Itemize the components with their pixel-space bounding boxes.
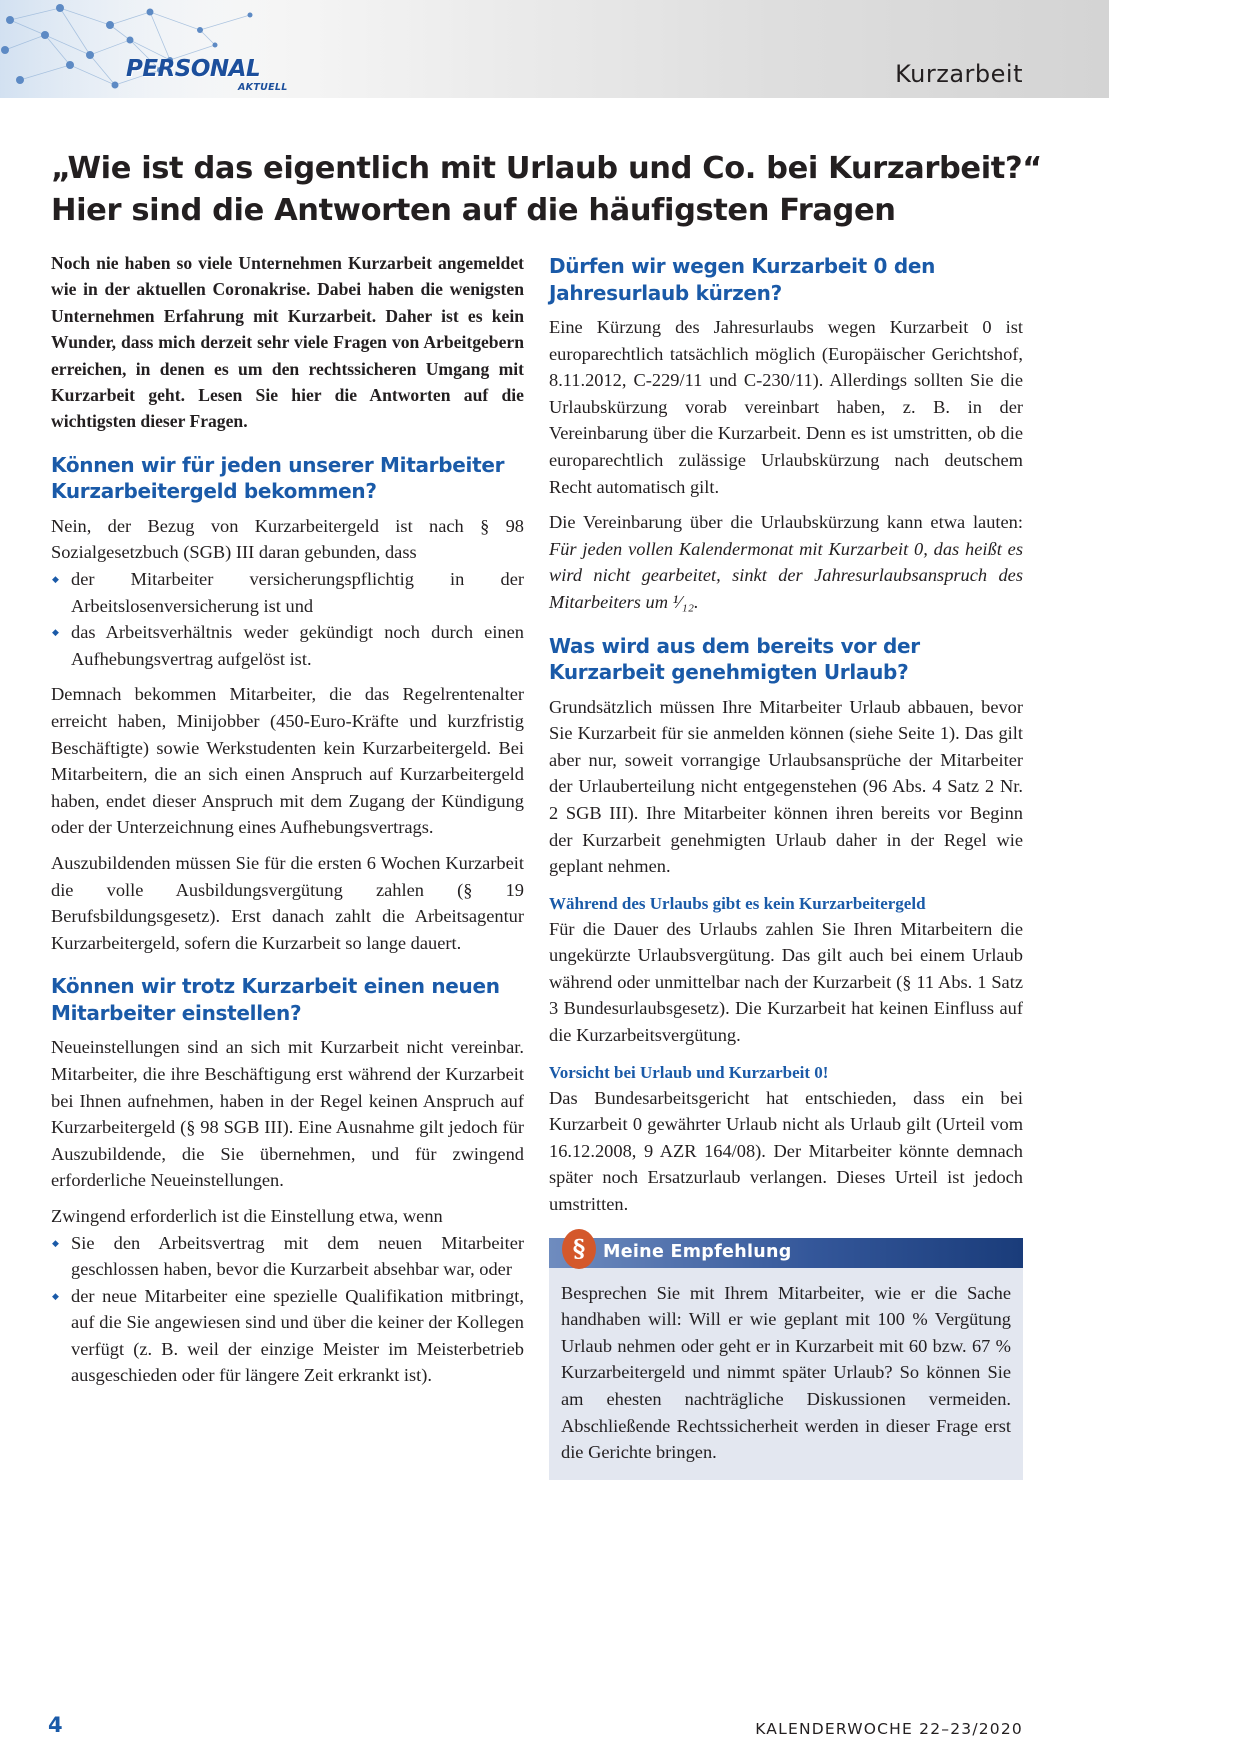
page-number: 4 [48, 1713, 63, 1737]
list-item: ◆ der neue Mitarbeiter eine spezielle Qualifikation mitbringt, auf die Sie angewiesen sind und über die keiner der Kollegen verfügt (z. B. weil der einzige Meister im Meisterbetrieb ausgeschieden oder für längere Zeit erkrankt ist). [51, 1283, 524, 1389]
answer-paragraph: Demnach bekommen Mitarbeiter, die das Regelrentenalter erreicht haben, Minijobber (450-Euro-Kräfte und kurzfristig Beschäftigte) sowie Werkstudenten kein Kurzarbeitergeld. Bei Mitarbeitern, die an sich einen Anspruch auf Kurzarbeitergeld haben, endet dieser Anspruch mit dem Zugang der Kündigung oder der Unterzeichnung eines Aufhebungsvertrags. [51, 684, 524, 838]
logo-subtitle: AKTUELL [238, 82, 288, 93]
recommendation-text: Besprechen Sie mit Ihrem Mitarbeiter, wie er die Sache handhaben will: Will er wie geplant mit 100 % Vergütung Urlaub nehmen oder geht er in Kurzarbeit mit 60 bzw. 67 % Kurzarbeitergeld und nimmt später Urlaub? So können Sie am ehesten nachträgliche Diskussionen vermeiden. Abschließende Rechtssicherheit werden in dieser Frage erst die Gerichte bringen. [561, 1282, 1011, 1463]
question-heading-4: Was wird aus dem bereits vor der Kurzarbeit genehmigten Urlaub? [549, 633, 920, 685]
recommendation-header [549, 1233, 1023, 1268]
bullet-list [51, 1230, 524, 1390]
article-title [51, 148, 1051, 232]
subheading: Während des Urlaubs gibt es kein Kurzarbeitergeld [549, 893, 926, 913]
paragraph-sign-icon: § [562, 1229, 596, 1269]
header-bar [0, 0, 1109, 98]
question-heading-3: Dürfen wir wegen Kurzarbeit 0 den Jahresurlaub kürzen? [549, 254, 936, 305]
left-column [51, 250, 524, 1389]
list-item: ◆ das Arbeitsverhältnis weder gekündigt noch durch einen Aufhebungsvertrag aufgelöst ist. [51, 619, 524, 672]
question-heading-2: Können wir trotz Kurzarbeit einen neuen Mitarbeiter einstellen? [51, 974, 500, 1025]
bullet-list [51, 566, 524, 672]
list-item: ◆ der Mitarbeiter versicherungspflichtig in der Arbeitslosenversicherung ist und [51, 566, 524, 619]
answer-paragraph: Auszubildenden müssen Sie für die ersten 6 Wochen Kurzarbeit die volle Ausbildungsvergütung zahlen (§ 19 Berufsbildungsgesetz). Erst danach zahlt die Arbeitsagentur Kurzarbeitergeld, sofern die Kurzarbeit so lange dauert. [51, 852, 524, 953]
logo-title: PERSONAL [126, 56, 261, 82]
answer-paragraph: Neueinstellungen sind an sich mit Kurzarbeit nicht vereinbar. Mitarbeiter, die ihre Beschäftigung erst während der Kurzarbeit bei Ihnen aufnehmen, haben in der Regel keinen Anspruch auf Kurzarbeitergeld (§ 98 SGB III). Eine Ausnahme gilt jedoch für Auszubildende, die Sie übernehmen, und für zwingend erforderliche Neueinstellungen. [51, 1037, 524, 1191]
question-heading-1: Können wir für jeden unserer Mitarbeiter Kurzarbeitergeld bekommen? [51, 452, 505, 504]
example-clause: Für jeden vollen Kalendermonat mit Kurzarbeit 0, das heißt es wird nicht gearbeitet, sinkt der Jahresurlaubsanspruch des Mitarbeiters um ¹⁄₁₂. [549, 538, 1023, 612]
issue-label: KALENDERWOCHE 22–23/2020 [755, 1720, 1023, 1738]
subheading: Vorsicht bei Urlaub und Kurzarbeit 0! [549, 1062, 829, 1082]
title-line-2: Hier sind die Antworten auf die häufigsten Fragen [51, 193, 896, 228]
list-item: ◆ Sie den Arbeitsvertrag mit dem neuen Mitarbeiter geschlossen haben, bevor die Kurzarbeit absehbar war, oder [51, 1230, 524, 1283]
answer-paragraph [549, 509, 1023, 615]
section-title: Kurzarbeit [895, 60, 1023, 88]
intro-paragraph: Noch nie haben so viele Unternehmen Kurzarbeit angemeldet wie in der aktuellen Coronakrise. Dabei haben die wenigsten Unternehmen Erfahrung mit Kurzarbeit. Daher ist es kein Wunder, dass mich derzeit sehr viele Fragen von Arbeitgebern erreichen, in denen es um den rechtssicheren Umgang mit Kurzarbeit geht. Lesen Sie hier die Antworten auf die wichtigsten dieser Fragen. [51, 253, 524, 432]
answer-paragraph: Zwingend erforderlich ist die Einstellung etwa, wenn [51, 1205, 443, 1226]
recommendation-box [549, 1233, 1023, 1480]
recommendation-title: Meine Empfehlung [603, 1241, 792, 1262]
answer-text: Die Vereinbarung über die Urlaubskürzung kann etwa lauten: [549, 512, 1023, 533]
right-column [549, 253, 1023, 1480]
title-line-1: „Wie ist das eigentlich mit Urlaub und Co. bei Kurzarbeit?“ [51, 151, 1042, 186]
answer-paragraph: Das Bundesarbeitsgericht hat entschieden, dass ein bei Kurzarbeit 0 gewährter Urlaub nicht als Urlaub gilt (Urteil vom 16.12.2008, 9 AZR 164/08). Der Mitarbeiter könnte demnach später noch Ersatzurlaub verlangen. Dieses Urteil ist jedoch umstritten. [549, 1087, 1023, 1215]
answer-paragraph: Eine Kürzung des Jahresurlaubs wegen Kurzarbeit 0 ist europarechtlich tatsächlich möglich (Europäischer Gerichtshof, 8.11.2012, C-229/11 und C-230/11). Allerdings sollten Sie die Urlaubskürzung vorab vereinbart haben, z. B. in der Vereinbarung über die Kurzarbeit. Denn es ist umstritten, ob die europarechtlich zulässige Urlaubskürzung nach deutschem Recht automatisch gilt. [549, 317, 1023, 497]
answer-paragraph: Nein, der Bezug von Kurzarbeitergeld ist nach § 98 Sozialgesetzbuch (SGB) III daran gebunden, dass [51, 515, 524, 563]
answer-paragraph: Für die Dauer des Urlaubs zahlen Sie Ihren Mitarbeitern die ungekürzte Urlaubsvergütung. Das gilt auch bei einem Urlaub während oder unmittelbar nach der Kurzarbeit (§ 11 Abs. 1 Satz 3 Bundesurlaubsgesetz). Die Kurzarbeit hat keinen Einfluss auf die Kurzarbeitsvergütung. [549, 918, 1023, 1046]
answer-paragraph: Grundsätzlich müssen Ihre Mitarbeiter Urlaub abbauen, bevor Sie Kurzarbeit für sie anmelden können (siehe Seite 1). Das gilt aber nur, soweit vorrangige Urlaubsansprüche der Mitarbeiter der Urlauberteilung nicht entgegenstehen (96 Abs. 4 Satz 2 Nr. 2 SGB III). Ihre Mitarbeiter können ihren bereits vor Beginn der Kurzarbeit genehmigten Urlaub daher in der Regel wie geplant nehmen. [549, 696, 1023, 877]
